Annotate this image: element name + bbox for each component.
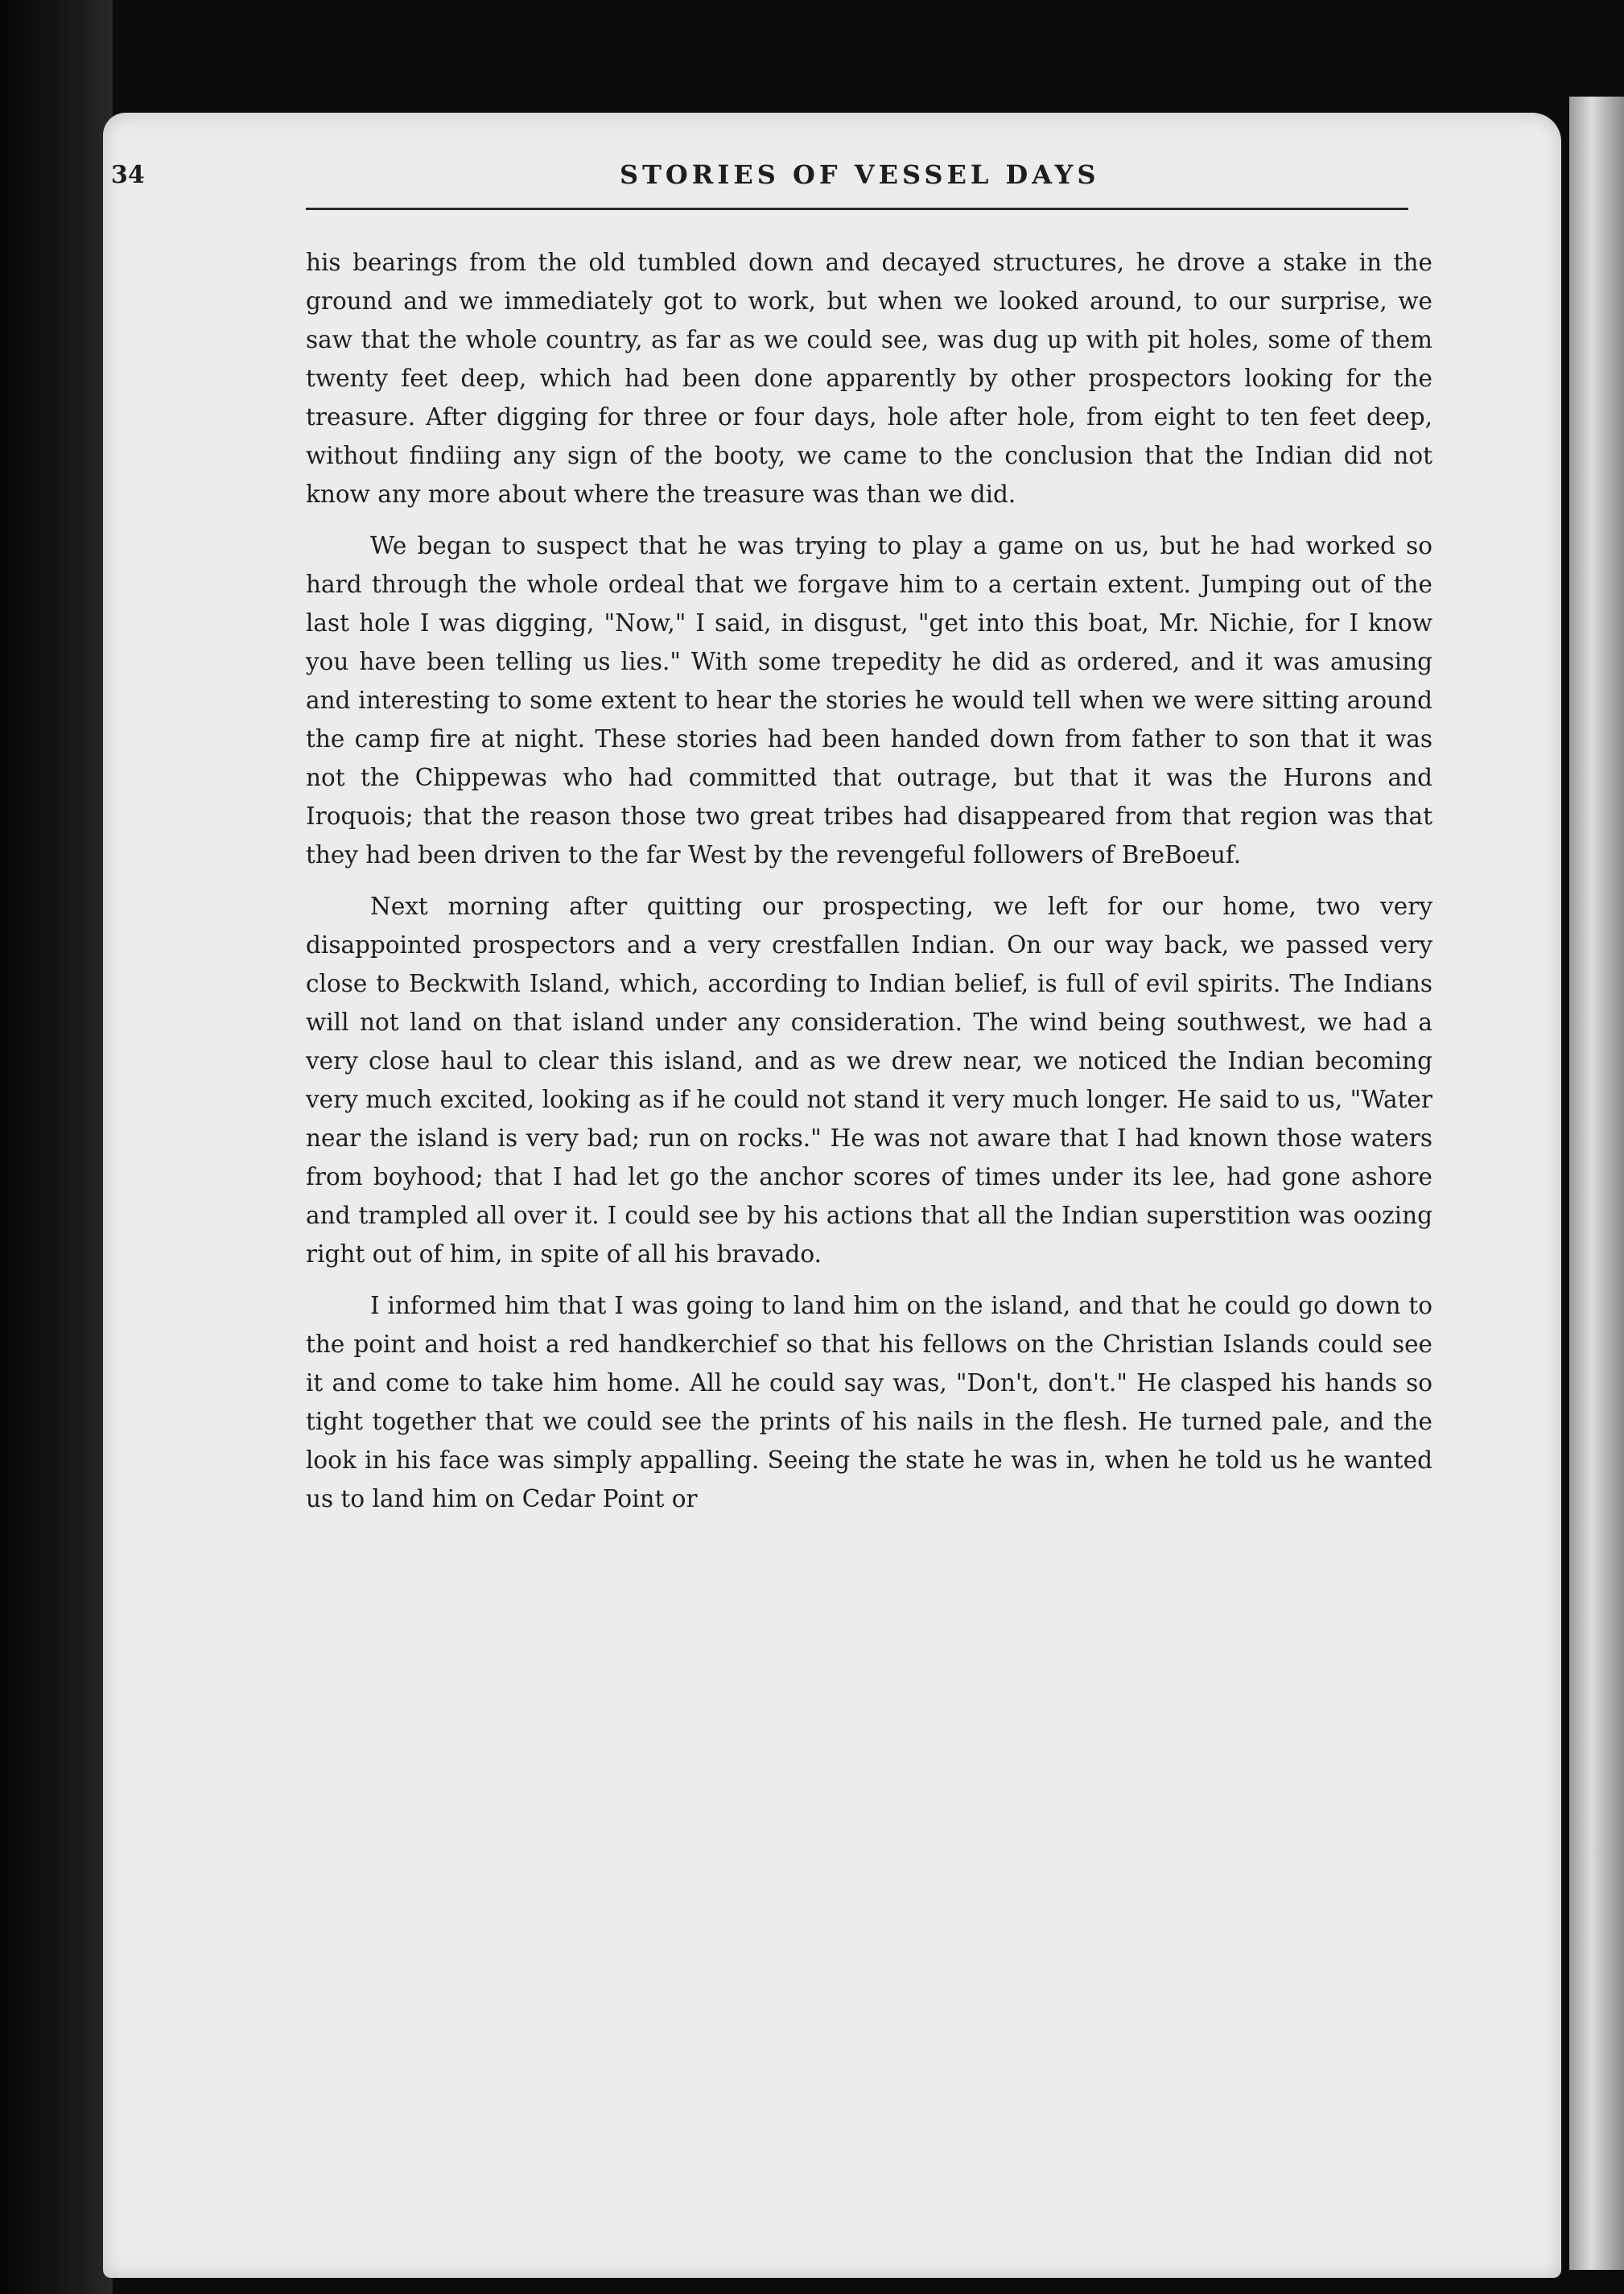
paragraph-2: We began to suspect that he was trying to play a game on us, but he had worked so hard through the whole ordeal that we forgave him to a certain extent. Jumping out of the last hole I was digging, "Now," I said, in disgust, "get into this boat, Mr. Nichie, for I know you have been telling us lies." With some trepedity he did as ordered, and it was amusing and interesting to some extent to hear the stories he would tell when we were sitting around the camp fire at night. These stories had been handed down from father to son that it was not the Chippewas who had committed that outrage, but that it was the Hurons and Iroquois; that the reason those two great tribes had disappeared from that region was that they had been driven to the far West by the revengeful followers of BreBoeuf. <box>306 532 1432 869</box>
book-binding-edge <box>0 0 113 2294</box>
paragraph-1: his bearings from the old tumbled down and decayed structures, he drove a stake in the ground and we immediately got to work, but when we looked around, to our surprise, we saw that the whole country, as far as we could see, was dug up with pit holes, some of them twenty feet deep, which had been done apparently by other prospectors looking for the treasure. After digging for three or four days, hole after hole, from eight to ten feet deep, without findiing any sign of the booty, we came to the conclusion that the Indian did not know any more about where the treasure was than we did. <box>306 249 1432 508</box>
paragraph-3: Next morning after quitting our prospecting, we left for our home, two very disappointed prospectors and a very crestfallen Indian. On our way back, we passed very close to Beckwith Island, which, according to Indian belief, is full of evil spirits. The Indians will not land on that island under any consideration. The wind being southwest, we had a very close haul to clear this island, and as we drew near, we noticed the Indian becoming very much excited, looking as if he could not stand it very much longer. He said to us, "Water near the island is very bad; run on rocks." He was not aware that I had known those waters from boyhood; that I had let go the anchor scores of times under its lee, had gone ashore and trampled all over it. I could see by his actions that all the Indian superstition was oozing right out of him, in spite of all his bravado. <box>306 893 1432 1268</box>
paragraph-4: I informed him that I was going to land him on the island, and that he could go down to the point and hoist a red handkerchief so that his fellows on the Christian Islands could see it and come to take him home. All he could say was, "Don't, don't." He clasped his hands so tight together that we could see the prints of his nails in the flesh. He turned pale, and the look in his face was simply appalling. Seeing the state he was in, when he told us he wanted us to land him on Cedar Point or <box>306 1292 1432 1512</box>
body-text <box>306 243 1432 1531</box>
header-rule <box>306 208 1408 210</box>
facing-page-edge <box>1569 97 1624 2270</box>
page-number: 34 <box>111 161 145 189</box>
running-title: STORIES OF VESSEL DAYS <box>620 159 1100 190</box>
